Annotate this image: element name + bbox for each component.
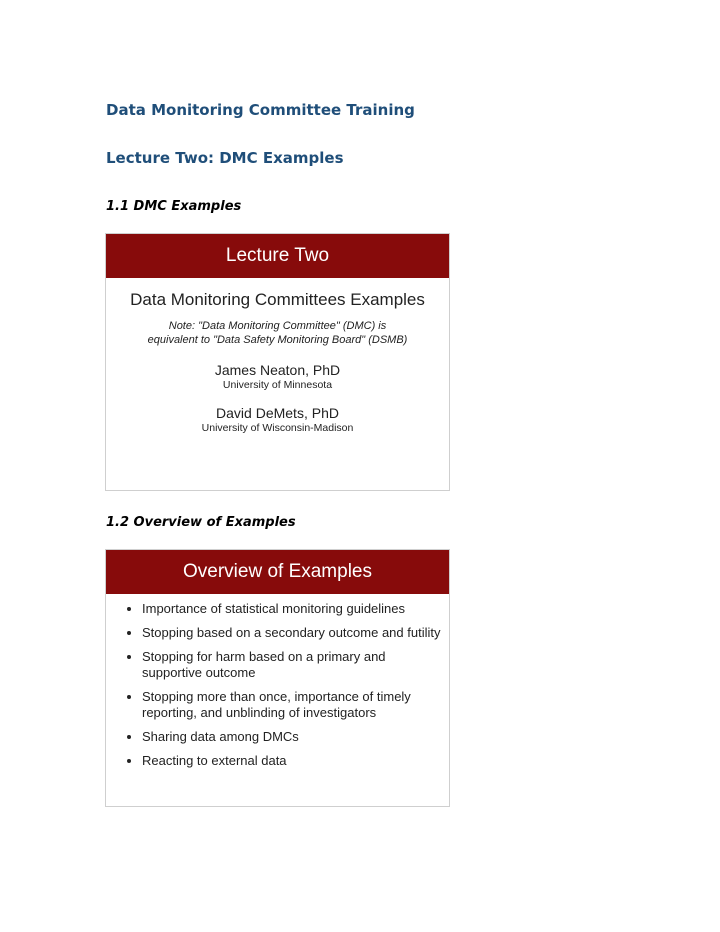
slide-header: Lecture Two — [106, 234, 449, 278]
bullet-item: • Stopping based on a secondary outcome and futility — [142, 625, 441, 641]
slide-body — [106, 290, 449, 434]
slide-overview-of-examples — [105, 549, 450, 807]
author-name: David DeMets, PhD — [216, 405, 339, 421]
author-name: James Neaton, PhD — [214, 362, 341, 378]
slide-title: Data Monitoring Committees Examples — [130, 290, 425, 309]
bullet-item: • Reacting to external data — [142, 753, 441, 769]
section-heading-1-1: 1.1 DMC Examples — [106, 199, 242, 214]
author-affiliation: University of Wisconsin-Madison — [201, 422, 354, 434]
document-subtitle: Lecture Two: DMC Examples — [106, 149, 344, 167]
bullet-item: • Importance of statistical monitoring guidelines — [142, 601, 441, 617]
slide-header: Overview of Examples — [106, 550, 449, 594]
slide-note — [106, 319, 449, 347]
slide-lecture-two — [105, 233, 450, 491]
slide-note-line: Note: "Data Monitoring Committee" (DMC) is — [168, 320, 387, 332]
bullet-item: • Stopping more than once, importance of timely reporting, and unblinding of investigators — [142, 689, 441, 721]
bullet-item: • Sharing data among DMCs — [142, 729, 441, 745]
slide-note-line: equivalent to "Data Safety Monitoring Board" (DSMB) — [147, 334, 408, 346]
document-title: Data Monitoring Committee Training — [106, 101, 415, 119]
bullet-item: • Stopping for harm based on a primary and supportive outcome — [142, 649, 441, 681]
section-heading-1-2: 1.2 Overview of Examples — [106, 515, 296, 530]
bullet-list — [106, 594, 449, 769]
author-affiliation: University of Minnesota — [222, 379, 333, 391]
